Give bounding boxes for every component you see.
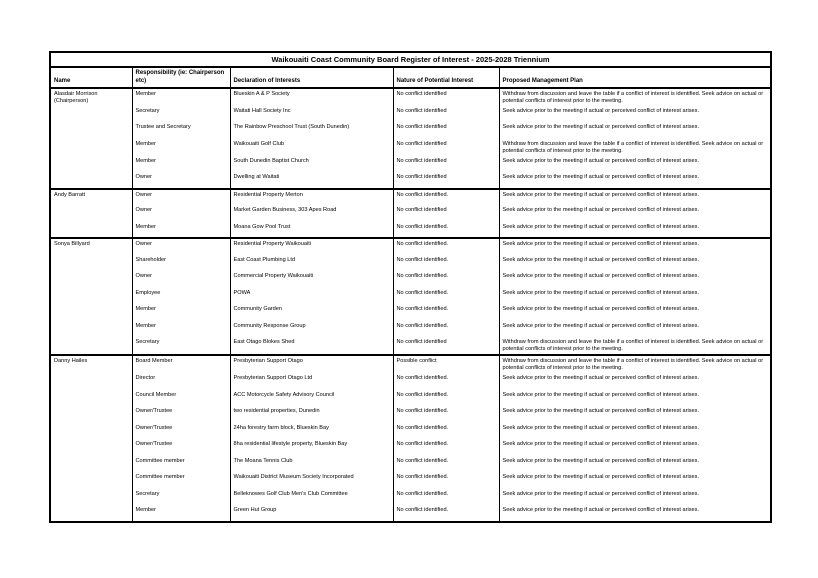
responsibility-cell: Director [132,373,230,390]
column-header-nature: Nature of Potential Interest [393,67,499,88]
nature-cell: No conflict identified. [393,456,499,473]
nature-cell: No conflict identified. [393,288,499,305]
responsibility-cell: Secretary [132,337,230,355]
responsibility-cell: Owner [132,189,230,206]
declaration-cell: Blueskin A & P Society [230,88,393,106]
column-header-declaration: Declaration of Interests [230,67,393,88]
register-row [50,390,771,407]
nature-cell: No conflict identified. [393,489,499,506]
nature-cell: No conflict identified. [393,255,499,272]
nature-cell: No conflict identified [393,106,499,123]
register-row [50,321,771,338]
nature-cell: No conflict identified. [393,271,499,288]
responsibility-cell: Trustee and Secretary [132,122,230,139]
plan-cell: Seek advice prior to the meeting if actual or perceived conflict of interest arises. [499,271,771,288]
member-name-cell: Sonya Billyard [50,238,132,355]
nature-cell: No conflict identified [393,122,499,139]
declaration-cell: Market Garden Business, 303 Apes Road [230,205,393,222]
register-row [50,472,771,489]
nature-cell: No conflict identified. [393,390,499,407]
declaration-cell: Waikouaiti District Museum Society Incorporated [230,472,393,489]
nature-cell: No conflict identified. [393,472,499,489]
title-row [50,52,771,67]
nature-cell: No conflict identified. [393,439,499,456]
register-row [50,255,771,272]
responsibility-cell: Member [132,222,230,239]
register-row [50,189,771,206]
responsibility-cell: Member [132,505,230,522]
column-header-name: Name [50,67,132,88]
plan-cell: Seek advice prior to the meeting if actual or perceived conflict of interest arises. [499,222,771,239]
plan-cell: Seek advice prior to the meeting if actual or perceived conflict of interest arises. [499,439,771,456]
plan-cell: Seek advice prior to the meeting if actual or perceived conflict of interest arises. [499,505,771,522]
nature-cell: No conflict identified. [393,505,499,522]
declaration-cell: Green Hut Group [230,505,393,522]
plan-cell: Seek advice prior to the meeting if actual or perceived conflict of interest arises. [499,423,771,440]
declaration-cell: two residential properties, Dunedin [230,406,393,423]
plan-cell: Seek advice prior to the meeting if actual or perceived conflict of interest arises. [499,373,771,390]
declaration-cell: Presbyterian Support Otago Ltd [230,373,393,390]
nature-cell: Possible conflict [393,355,499,373]
register-row [50,489,771,506]
nature-cell: No conflict identified. [393,373,499,390]
declaration-cell: Community Garden [230,304,393,321]
register-row [50,505,771,522]
plan-cell: Seek advice prior to the meeting if actual or perceived conflict of interest arises. [499,172,771,189]
nature-cell: No conflict identified. [393,423,499,440]
declaration-cell: Waikouaiti Golf Club [230,139,393,156]
nature-cell: No conflict identified [393,156,499,173]
responsibility-cell: Owner [132,172,230,189]
declaration-cell: Commercial Property Waikouaiti [230,271,393,288]
register-row [50,288,771,305]
register-row [50,423,771,440]
plan-cell: Seek advice prior to the meeting if actual or perceived conflict of interest arises. [499,390,771,407]
register-row [50,439,771,456]
declaration-cell: 24ha forestry farm block, Blueskin Bay [230,423,393,440]
nature-cell: No conflict identified. [393,321,499,338]
register-row [50,373,771,390]
responsibility-cell: Member [132,139,230,156]
plan-cell: Seek advice prior to the meeting if actual or perceived conflict of interest arises. [499,189,771,206]
declaration-cell: The Moana Tennis Club [230,456,393,473]
declaration-cell: Moana Gow Pool Trust [230,222,393,239]
nature-cell: No conflict identified [393,205,499,222]
column-header-responsibility: Responsibility (ie: Chairperson etc) [132,67,230,88]
declaration-cell: East Coast Plumbing Ltd [230,255,393,272]
member-name-cell: Danny Hailes [50,355,132,521]
responsibility-cell: Owner [132,271,230,288]
plan-cell: Withdraw from discussion and leave the table if a conflict of interest is identified. Seek advice on actual or potential conflicts of interest prior to the meeting. [499,88,771,106]
responsibility-cell: Secretary [132,106,230,123]
responsibility-cell: Owner/Trustee [132,439,230,456]
register-of-interest-table [49,51,772,523]
member-name-cell: Alasdair Morrison (Chairperson) [50,88,132,189]
register-row [50,139,771,156]
nature-cell: No conflict identified [393,337,499,355]
declaration-cell: Belleknowes Golf Club Men's Club Committee [230,489,393,506]
plan-cell: Seek advice prior to the meeting if actual or perceived conflict of interest arises. [499,321,771,338]
plan-cell: Seek advice prior to the meeting if actual or perceived conflict of interest arises. [499,304,771,321]
nature-cell: No conflict identified [393,88,499,106]
plan-cell: Withdraw from discussion and leave the table if a conflict of interest is identified. Seek advice on actual or potential conflicts of interest prior to the meeting. [499,139,771,156]
plan-cell: Seek advice prior to the meeting if actual or perceived conflict of interest arises. [499,106,771,123]
member-name-cell: Andy Barratt [50,189,132,239]
declaration-cell: The Rainbow Preschool Trust (South Dunedin) [230,122,393,139]
responsibility-cell: Owner [132,205,230,222]
register-row [50,122,771,139]
register-row [50,88,771,106]
declaration-cell: ACC Motorcycle Safety Advisory Council [230,390,393,407]
nature-cell: No conflict identified [393,172,499,189]
nature-cell: No conflict identified. [393,222,499,239]
declaration-cell: POWA [230,288,393,305]
register-row [50,406,771,423]
plan-cell: Seek advice prior to the meeting if actual or perceived conflict of interest arises. [499,489,771,506]
declaration-cell: Residential Property Waikouaiti [230,238,393,255]
register-row [50,238,771,255]
column-header-management-plan: Proposed Management Plan [499,67,771,88]
responsibility-cell: Owner/Trustee [132,406,230,423]
responsibility-cell: Owner/Trustee [132,423,230,440]
declaration-cell: Community Response Group [230,321,393,338]
declaration-cell: Waitati Hall Society Inc [230,106,393,123]
nature-cell: No conflict identified. [393,238,499,255]
register-row [50,456,771,473]
declaration-cell: South Dunedin Baptist Church [230,156,393,173]
responsibility-cell: Member [132,321,230,338]
plan-cell: Seek advice prior to the meeting if actual or perceived conflict of interest arises. [499,406,771,423]
nature-cell: No conflict identified. [393,406,499,423]
register-row [50,172,771,189]
register-row [50,337,771,355]
responsibility-cell: Member [132,88,230,106]
responsibility-cell: Secretary [132,489,230,506]
nature-cell: No conflict identified. [393,189,499,206]
register-table-body [50,88,771,522]
plan-cell: Seek advice prior to the meeting if actual or perceived conflict of interest arises. [499,255,771,272]
plan-cell: Withdraw from discussion and leave the table if a conflict of interest is identified. Seek advice on actual or potential conflicts of interest prior to the meeting. [499,337,771,355]
register-row [50,205,771,222]
responsibility-cell: Employee [132,288,230,305]
register-row [50,355,771,373]
declaration-cell: Presbyterian Support Otago [230,355,393,373]
responsibility-cell: Owner [132,238,230,255]
document-title: Waikouaiti Coast Community Board Register of Interest - 2025-2028 Triennium [50,52,771,67]
plan-cell: Seek advice prior to the meeting if actual or perceived conflict of interest arises. [499,472,771,489]
register-row [50,304,771,321]
register-row [50,222,771,239]
plan-cell: Seek advice prior to the meeting if actual or perceived conflict of interest arises. [499,456,771,473]
declaration-cell: Residential Property Merton [230,189,393,206]
responsibility-cell: Committee member [132,472,230,489]
plan-cell: Seek advice prior to the meeting if actual or perceived conflict of interest arises. [499,205,771,222]
responsibility-cell: Council Member [132,390,230,407]
responsibility-cell: Board Member [132,355,230,373]
plan-cell: Seek advice prior to the meeting if actual or perceived conflict of interest arises. [499,288,771,305]
nature-cell: No conflict identified. [393,304,499,321]
declaration-cell: Dwelling at Waitati [230,172,393,189]
declaration-cell: 8ha residential lifestyle property, Blueskin Bay [230,439,393,456]
plan-cell: Seek advice prior to the meeting if actual or perceived conflict of interest arises. [499,122,771,139]
register-row [50,156,771,173]
column-header-row [50,67,771,88]
responsibility-cell: Member [132,156,230,173]
responsibility-cell: Committee member [132,456,230,473]
plan-cell: Seek advice prior to the meeting if actual or perceived conflict of interest arises. [499,156,771,173]
responsibility-cell: Member [132,304,230,321]
declaration-cell: East Otago Blokes Shed [230,337,393,355]
plan-cell: Seek advice prior to the meeting if actual or perceived conflict of interest arises. [499,238,771,255]
plan-cell: Withdraw from discussion and leave the table if a conflict of interest is identified. Seek advice on actual or potential conflicts of interest prior to the meeting. [499,355,771,373]
nature-cell: No conflict identified [393,139,499,156]
register-row [50,106,771,123]
responsibility-cell: Shareholder [132,255,230,272]
register-row [50,271,771,288]
